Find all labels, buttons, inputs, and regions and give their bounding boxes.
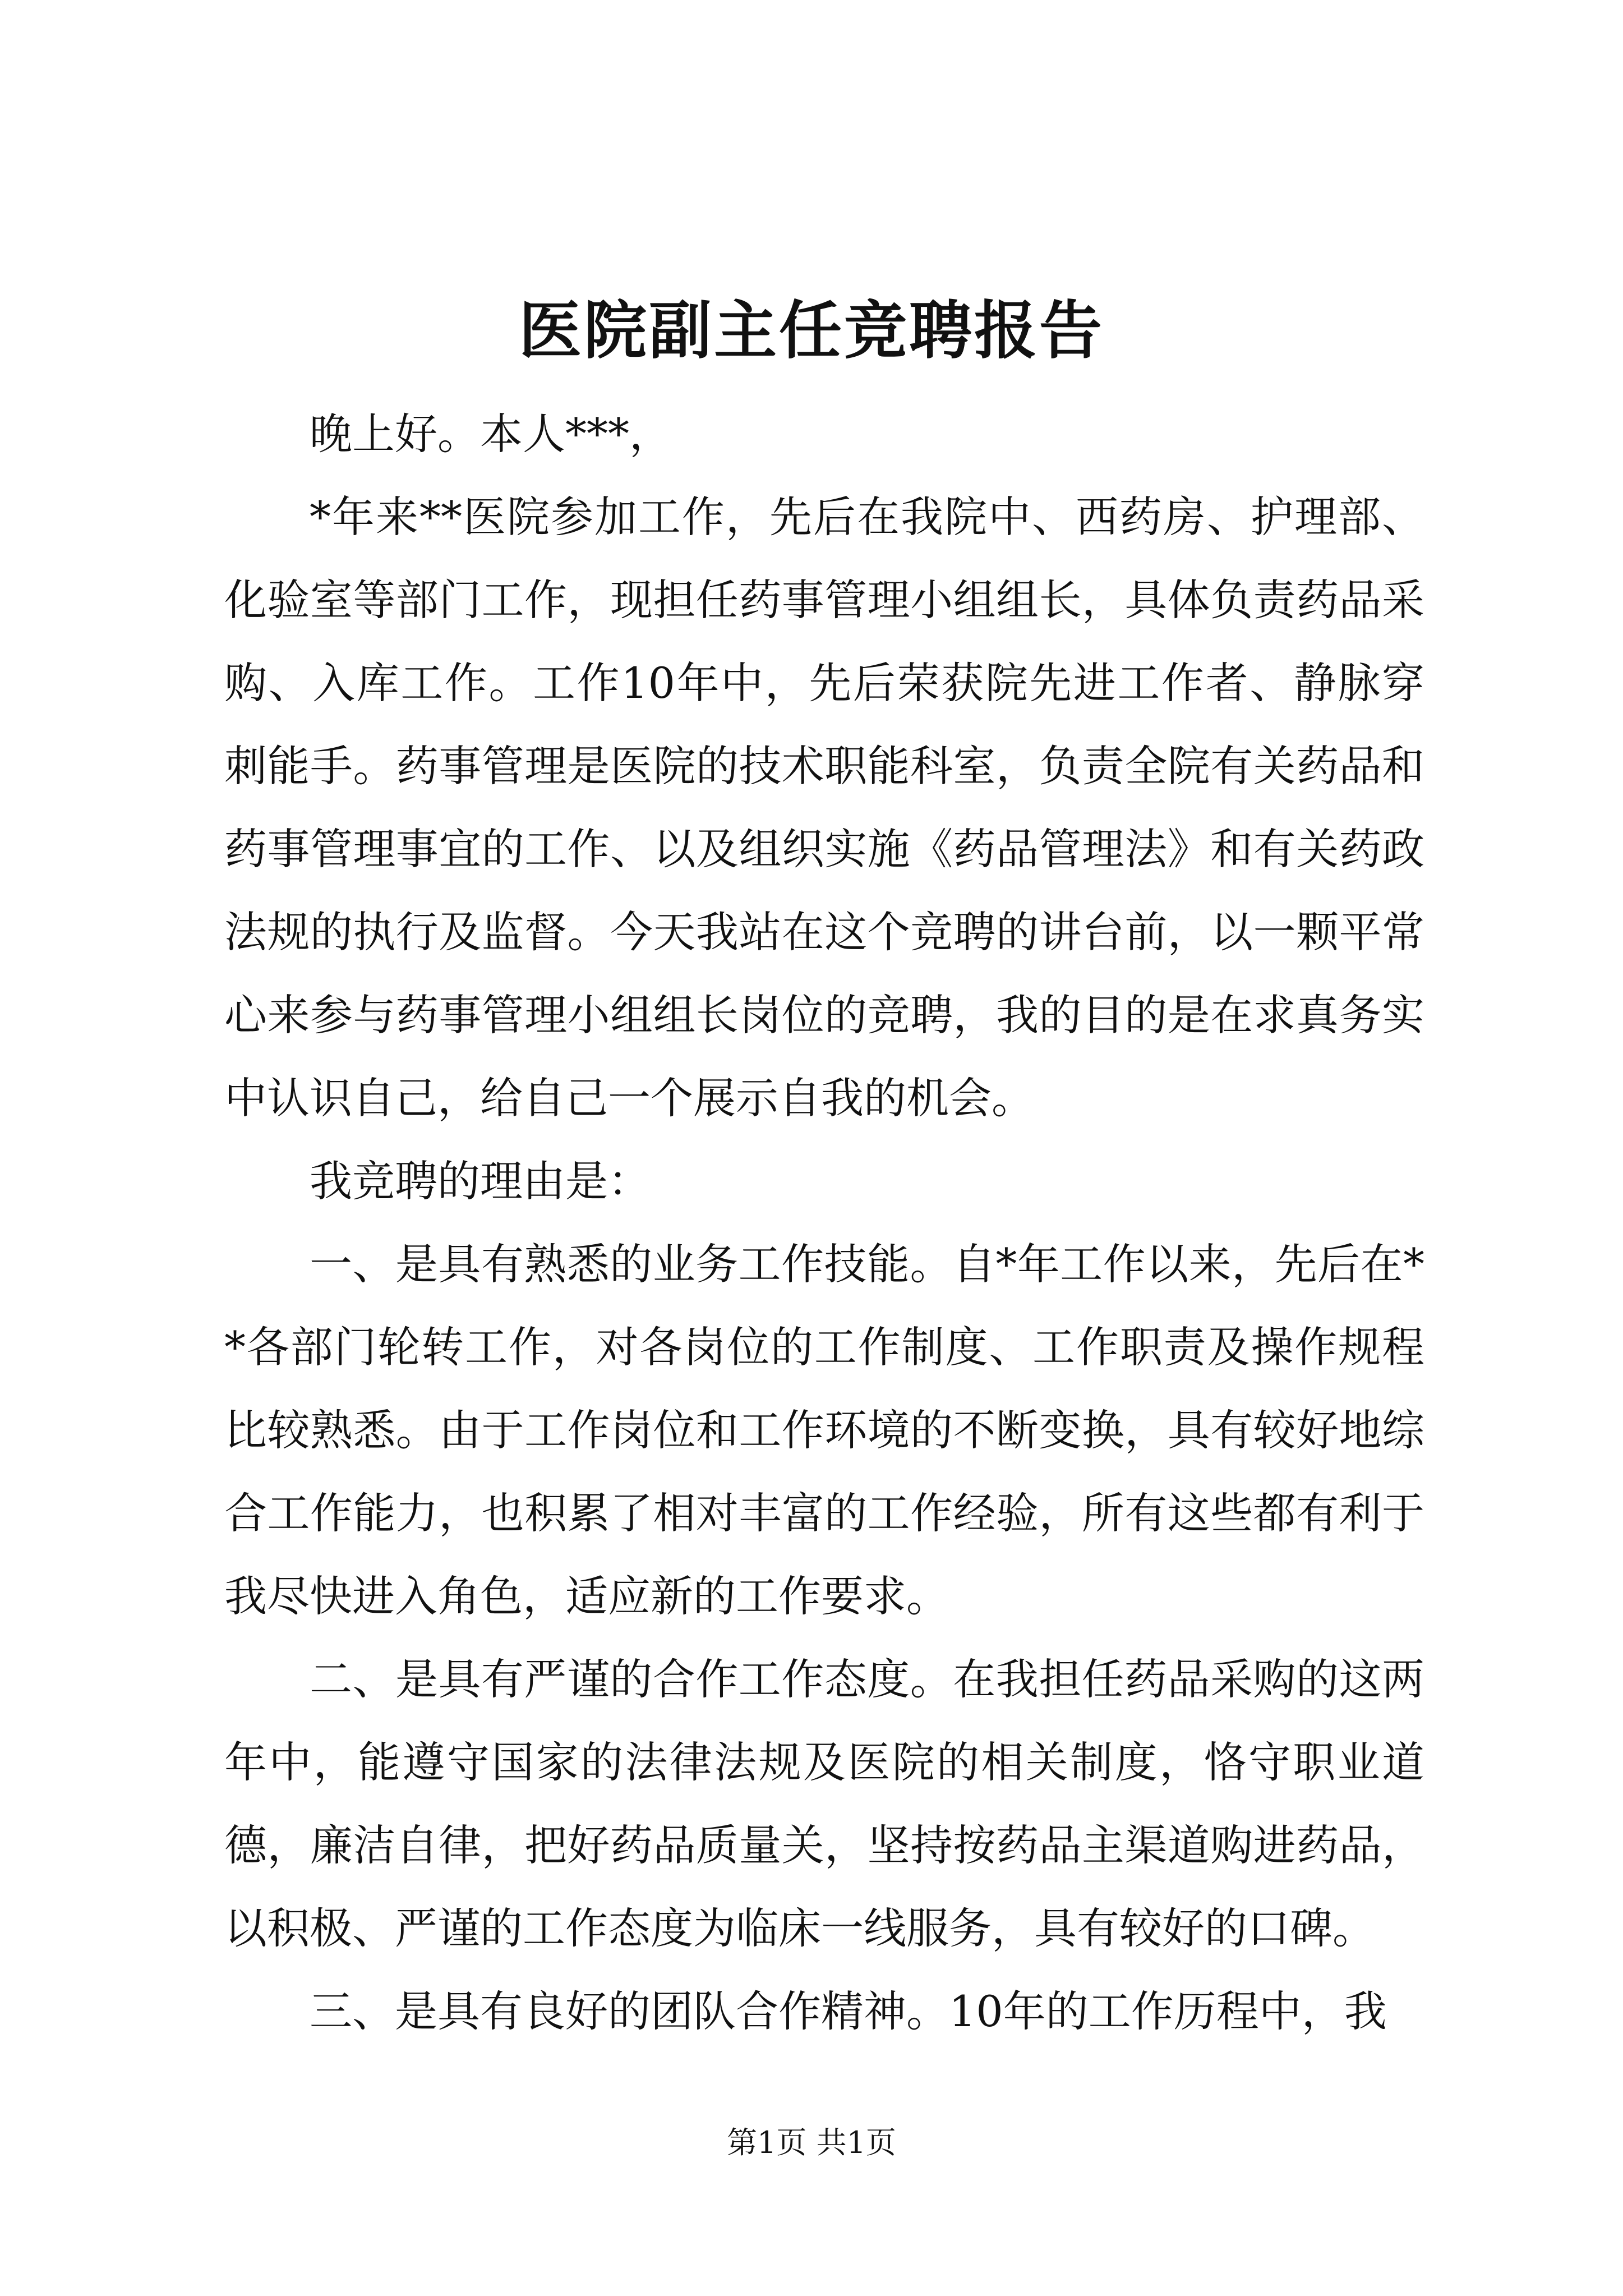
page-footer: 第1页 共1页 [727,2125,896,2160]
paragraph-reason-one: 一、是具有熟悉的业务工作技能。自*年工作以来，先后在**各部门轮转工作，对各岗位的工作制度、工作职责及操作规程比较熟悉。由于工作岗位和工作环境的不断变换，具有较好地综合工作能力，也积累了相对丰富的工作经验，所有这些都有利于我尽快进入角色，适应新的工作要求。 [224,1239,1424,1621]
paragraph-greeting: 晚上好。本人***， [310,409,672,459]
document-body [224,393,1424,2053]
document-title: 医院副主任竞聘报告 [519,294,1104,367]
paragraph-reason-three: 三、是具有良好的团队合作精神。10年的工作历程中，我 [310,1986,1387,2036]
paragraph-introduction: *年来**医院参加工作，先后在我院中、西药房、护理部、化验室等部门工作，现担任药事管理小组组长，具体负责药品采购、入库工作。工作10年中，先后荣获院先进工作者、静脉穿刺能手。药事管理是医院的技术职能科室，负责全院有关药品和药事管理事宜的工作、以及组织实施《药品管理法》和有关药政法规的执行及监督。今天我站在这个竞聘的讲台前，以一颗平常心来参与药事管理小组组长岗位的竞聘，我的目的是在求真务实中认识自己，给自己一个展示自我的机会。 [224,492,1424,1123]
paragraph-reasons-heading: 我竞聘的理由是： [310,1156,651,1206]
paragraph-reason-two: 二、是具有严谨的合作工作态度。在我担任药品采购的这两年中，能遵守国家的法律法规及医院的相关制度，恪守职业道德，廉洁自律，把好药品质量关，坚持按药品主渠道购进药品，以积极、严谨的工作态度为临床一线服务，具有较好的口碑。 [224,1654,1424,1953]
